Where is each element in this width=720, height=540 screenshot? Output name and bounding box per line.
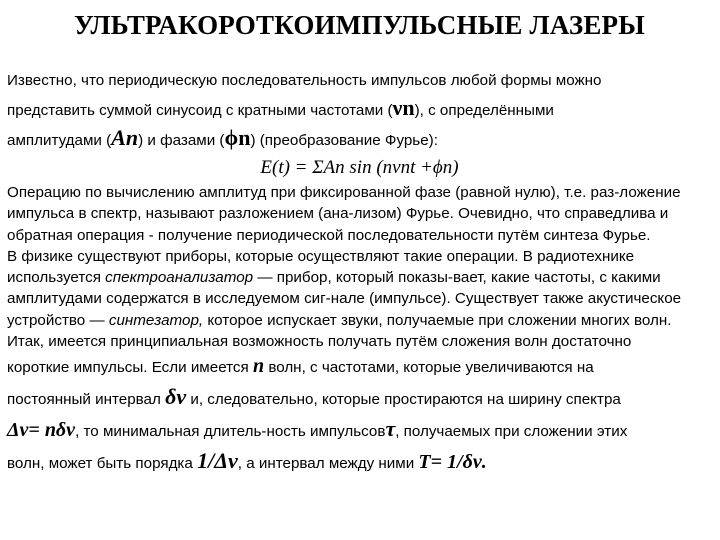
tail-line-3-mid: , то минимальная длитель-ность импульсов bbox=[75, 423, 386, 441]
symbol-period-t: T= 1/δν. bbox=[418, 451, 487, 474]
intro-line-1: Известно, что периодическую последовательность импульсов любой формы можно bbox=[7, 72, 602, 89]
intro-line-3-start: амплитудами ( bbox=[7, 132, 112, 149]
tail-line-2-end: и, следовательно, которые простираются на ширину спектра bbox=[186, 391, 621, 409]
tail-line-4-start: волн, может быть порядка bbox=[7, 455, 198, 473]
tail-line-2-start: постоянный интервал bbox=[7, 391, 166, 409]
paragraph-devices bbox=[7, 246, 712, 331]
tail-line-1 bbox=[7, 352, 712, 382]
intro-text bbox=[7, 67, 712, 154]
term-spectrum-analyzer: спектроанализатор bbox=[105, 269, 254, 287]
body-text bbox=[7, 182, 712, 352]
intro-line-2-end: ), с определёнными bbox=[414, 102, 554, 119]
symbol-nu-n: νn bbox=[392, 95, 415, 120]
intro-line-3-end: ) (преобразование Фурье): bbox=[250, 132, 438, 149]
page-title: УЛЬТРАКОРОТКОИМПУЛЬСНЫЕ ЛАЗЕРЫ bbox=[74, 10, 645, 40]
symbol-inverse-delta-nu: 1/Δν bbox=[197, 448, 238, 474]
tail-line-1-start: короткие импульсы. Если имеется bbox=[7, 359, 253, 377]
conclusion-lines bbox=[7, 352, 712, 478]
term-synthesizer: синтезатор, bbox=[108, 311, 204, 329]
symbol-a-n: An bbox=[111, 125, 139, 150]
tail-line-3-end: , получаемых при сложении этих bbox=[395, 423, 628, 441]
intro-line-2-start: представить суммой синусоид с кратными частотами ( bbox=[7, 102, 393, 119]
paragraph-devices-mid: — прибор, который показы-вает, какие частоты, с какими амплитудами содержатся в исследуемом сиг-нале (импульсе). Существует также акустическое устройство — bbox=[7, 269, 682, 329]
intro-line-2 bbox=[7, 94, 712, 124]
intro-line-3-mid: ) и фазами ( bbox=[138, 132, 225, 149]
tail-line-4 bbox=[7, 446, 712, 478]
symbol-delta-nu: δν bbox=[165, 384, 187, 410]
tail-line-3 bbox=[7, 414, 712, 446]
tail-line-1-end: волн, с частотами, которые увеличиваются на bbox=[264, 359, 594, 377]
tail-line-4-mid: , а интервал между ними bbox=[237, 455, 419, 473]
paragraph-devices-end: которое испускает звуки, получаемые при сложении многих волн. bbox=[203, 311, 672, 329]
tail-line-2 bbox=[7, 382, 712, 414]
symbol-phi-n: ϕn bbox=[224, 125, 251, 150]
symbol-n: n bbox=[252, 355, 265, 378]
intro-line-3 bbox=[7, 124, 712, 154]
fourier-formula: E(t) = ΣAn sin (nνnt +ϕn) bbox=[260, 157, 459, 178]
symbol-tau: τ bbox=[385, 416, 396, 442]
symbol-spectrum-width: Δν= nδν bbox=[7, 419, 76, 442]
paragraph-conclusion: Итак, имеется принципиальная возможность получать путём сложения волн достаточно bbox=[7, 333, 632, 351]
paragraph-devices-start: В физике существуют приборы, которые осуществляют такие операции. В радиотехнике используется bbox=[7, 247, 635, 287]
paragraph-analysis: Операцию по вычислению амплитуд при фиксированной фазе (равной нулю), т.е. раз-ложение импульса в спектр, называют разложением (ана-лизом) Фурье. Очевидно, что справедлива и обратная операция - получение периодической последовательности путём синтеза Фурье. bbox=[7, 184, 681, 244]
